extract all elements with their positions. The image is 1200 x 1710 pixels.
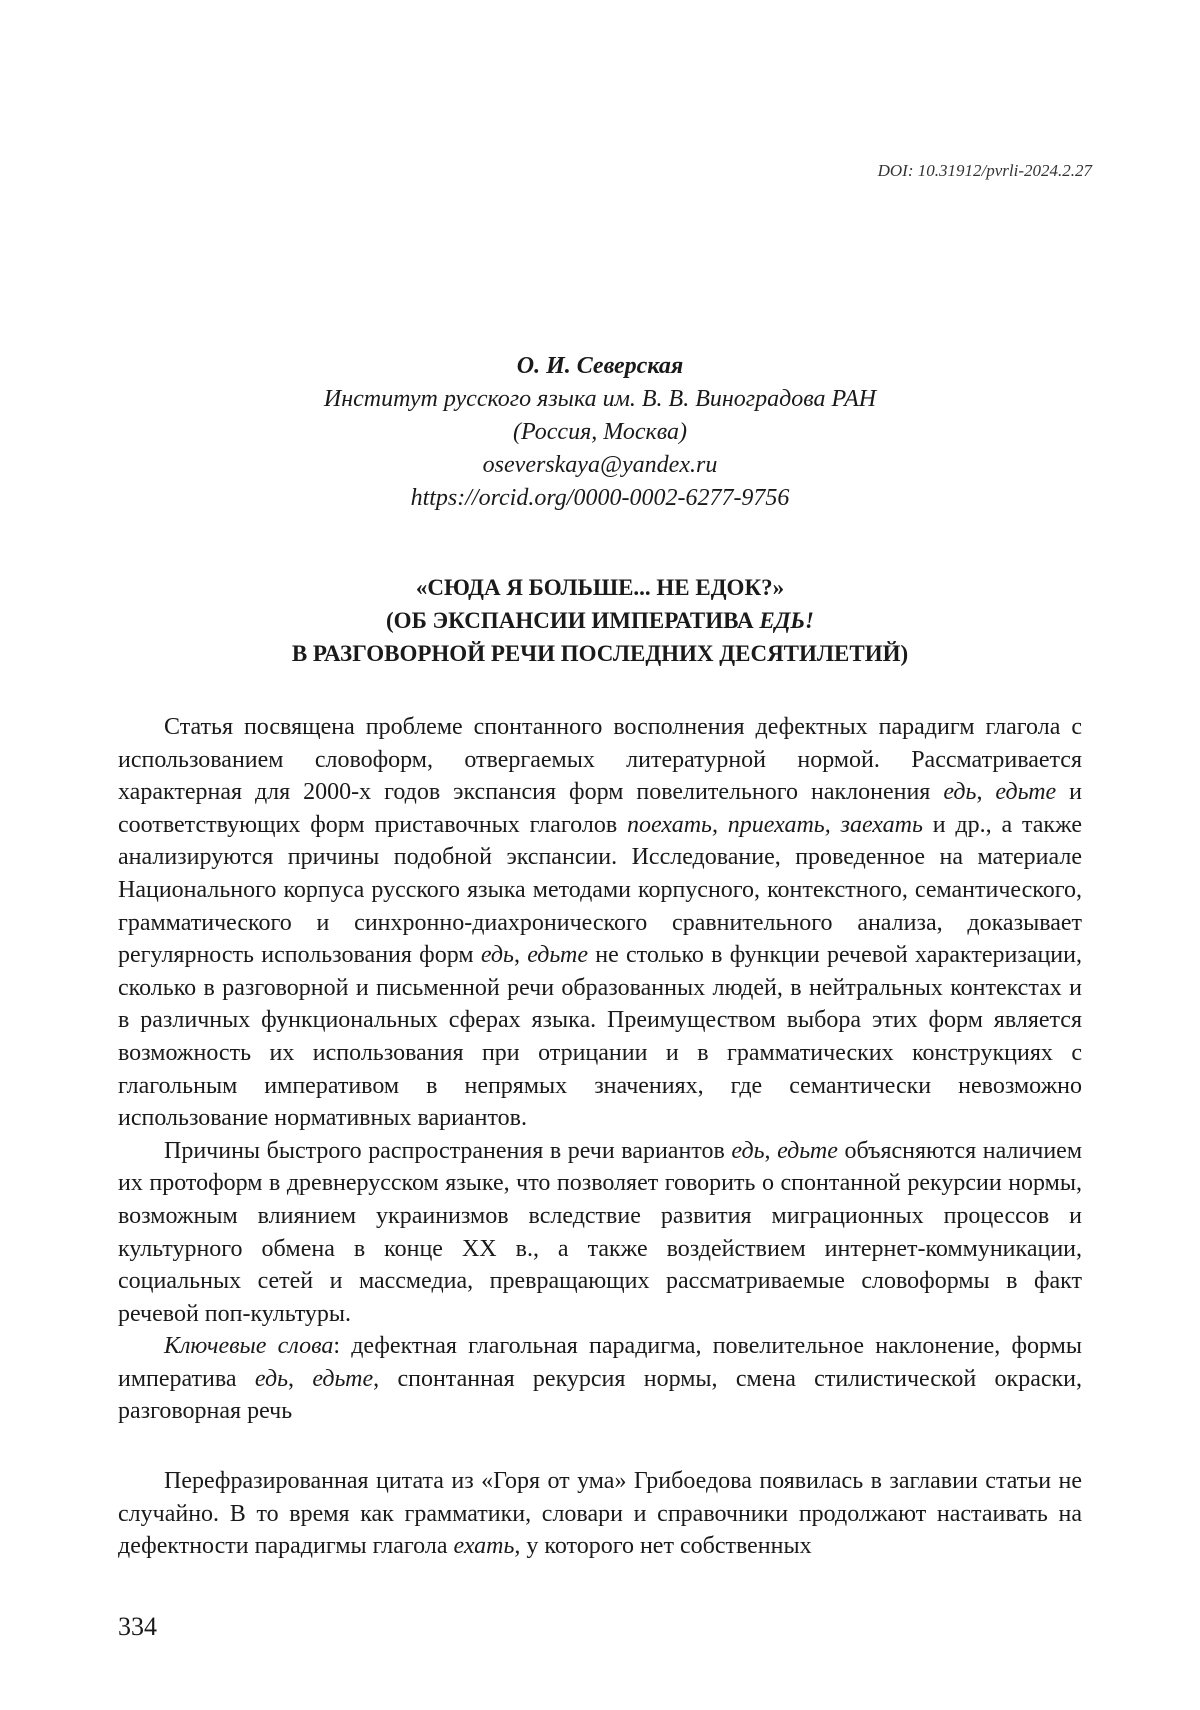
text-span: и соответствующих форм приставочных глаголов	[118, 779, 1083, 838]
text-span: , спонтанная рекурсия нормы, смена стилистической окраски, разговорная речь	[118, 1365, 1083, 1425]
keywords-label: Ключевые слова	[164, 1333, 334, 1360]
text-span: ,	[976, 779, 996, 806]
author-block	[0, 350, 1200, 515]
italic-term: едьте	[995, 779, 1057, 806]
italic-term: едь	[254, 1365, 289, 1392]
italic-term: поехать, приехать, заехать	[627, 811, 923, 838]
text-span: ,	[288, 1365, 313, 1392]
text-span: Перефразированная цитата из «Горя от ума» Грибоедова появилась в заглавии статьи не случайно. В то время как грамматики, словари и справочники продолжают настаивать на дефектности парадигмы глагола	[118, 1468, 1082, 1560]
abstract-paragraph-2	[118, 1135, 1082, 1331]
title-line-1: «СЮДА Я БОЛЬШЕ... НЕ ЕДОК?»	[415, 575, 785, 600]
author-location: (Россия, Москва)	[512, 419, 688, 445]
italic-term: едьте	[527, 942, 588, 969]
keywords-paragraph	[118, 1330, 1082, 1428]
doi: DOI: 10.31912/pvrli-2024.2.27	[877, 161, 1092, 180]
author-orcid: https://orcid.org/0000-0002-6277-9756	[410, 485, 790, 511]
italic-term: едьте	[777, 1137, 838, 1164]
text-span: : дефектная глагольная парадигма, повелительное наклонение, формы императива	[118, 1333, 1082, 1392]
italic-term: едь	[731, 1137, 765, 1164]
author-name: О. И. Северская	[516, 353, 684, 379]
abstract-paragraph-1	[118, 711, 1082, 1135]
text-span: Статья посвящена проблеме спонтанного восполнения дефектных парадигм глагола с использованием словоформ, отвергаемых литературной нормой. Рассматривается характерная для 2000-х годов экспансия форм повелительного наклонения	[118, 714, 1082, 806]
title-line-3: В РАЗГОВОРНОЙ РЕЧИ ПОСЛЕДНИХ ДЕСЯТИЛЕТИЙ)	[291, 641, 909, 666]
italic-term: едьте	[312, 1365, 374, 1392]
author-email: oseverskaya@yandex.ru	[482, 452, 718, 478]
text-span: не столько в функции речевой характеризации, сколько в разговорной и письменной речи образованных людей, в нейтральных контекстах и в различных функциональных сферах языка. Преимуществом выбора этих форм является возможность их использования при отрицании и в грамматических конструкциях с глагольным императивом в непрямых значениях, где семантически невозможно использование нормативных вариантов.	[118, 942, 1082, 1132]
text-span: ,	[764, 1137, 778, 1164]
article-body	[118, 1465, 1082, 1563]
title-line-2	[0, 604, 1200, 637]
article-title	[0, 571, 1200, 670]
text-span: ,	[513, 942, 528, 969]
text-span: и др., а также анализируются причины подобной экспансии. Исследование, проведенное на материале Национального корпуса русского языка методами корпусного, контекстного, семантического, грамматического и синхронно-диахронического сравнительного анализа, доказывает регулярность использования форм	[118, 811, 1083, 969]
author-institution: Институт русского языка им. В. В. Виноградова РАН	[323, 386, 877, 412]
italic-term: едь	[480, 942, 514, 969]
title-line-2-text: (ОБ ЭКСПАНСИИ ИМПЕРАТИВА	[386, 608, 760, 633]
text-span: Причины быстрого распространения в речи вариантов	[164, 1137, 732, 1164]
body-paragraph-1	[118, 1465, 1082, 1563]
title-line-2-italic: ЕДЬ!	[759, 608, 814, 633]
page-number: 334	[118, 1612, 157, 1641]
text-span: объясняются наличием их протоформ в древнерусском языке, что позволяет говорить о спонтанной рекурсии нормы, возможным влиянием украинизмов вследствие развития миграционных процессов и культурного обмена в конце XX в., а также воздействием интернет-коммуникации, социальных сетей и массмедиа, превращающих рассматриваемые словоформы в факт речевой поп-культуры.	[118, 1137, 1083, 1327]
text-span: у которого нет собственных	[520, 1533, 812, 1560]
abstract	[118, 711, 1082, 1428]
italic-term: едь	[943, 779, 977, 806]
italic-term: ехать,	[453, 1533, 521, 1560]
